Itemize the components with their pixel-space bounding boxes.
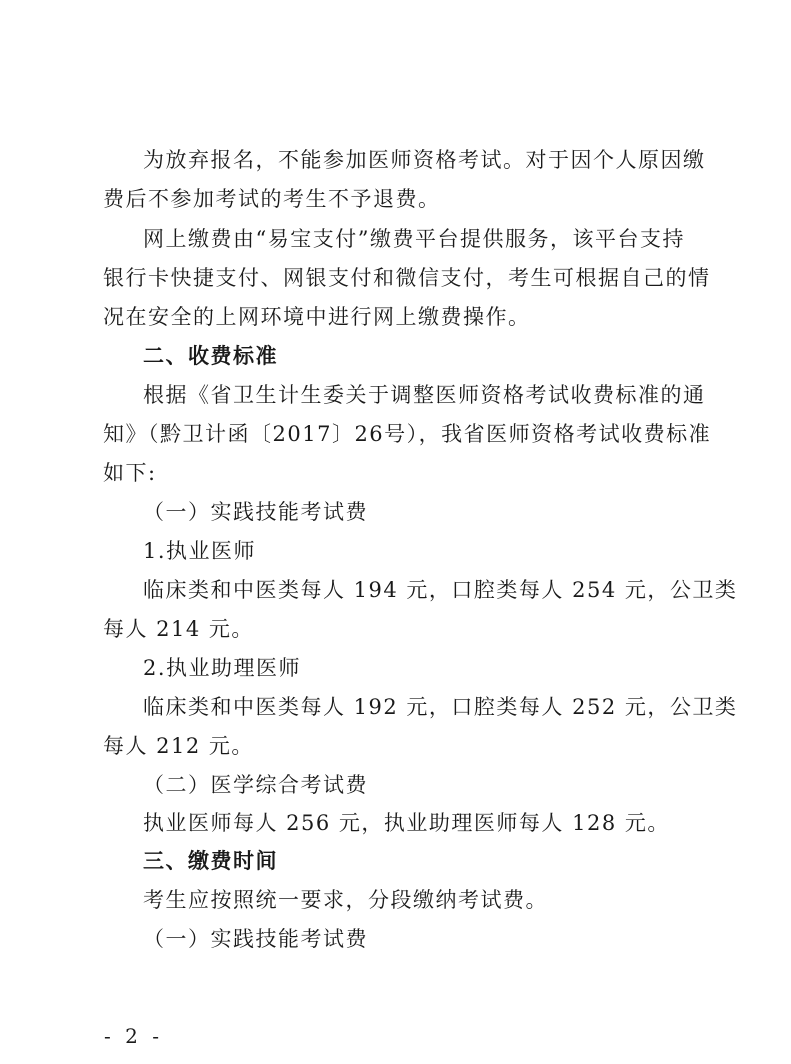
paragraph-line: 临床类和中医类每人 194 元，口腔类每人 254 元，公卫类 bbox=[143, 578, 738, 602]
subsection-heading: （一）实践技能考试费 bbox=[143, 500, 368, 524]
paragraph-line: 每人 214 元。 bbox=[103, 617, 254, 641]
paragraph-line: 临床类和中医类每人 192 元，口腔类每人 252 元，公卫类 bbox=[143, 695, 738, 719]
page-number: - 2 - bbox=[104, 1024, 163, 1048]
section-heading: 二、收费标准 bbox=[143, 344, 278, 368]
paragraph-line: 考生应按照统一要求，分段缴纳考试费。 bbox=[143, 888, 548, 912]
paragraph-line: 银行卡快捷支付、网银支付和微信支付，考生可根据自己的情 bbox=[103, 266, 711, 290]
paragraph-line: 况在安全的上网环境中进行网上缴费操作。 bbox=[103, 305, 531, 329]
paragraph-line: 执业医师每人 256 元，执业助理医师每人 128 元。 bbox=[143, 811, 670, 835]
subsection-heading: （二）医学综合考试费 bbox=[143, 773, 368, 797]
paragraph-line: 2.执业助理医师 bbox=[143, 656, 302, 680]
paragraph-line: 1.执业医师 bbox=[143, 539, 257, 563]
section-heading: 三、缴费时间 bbox=[143, 849, 278, 873]
paragraph-line: 根据《省卫生计生委关于调整医师资格考试收费标准的通 bbox=[143, 383, 706, 407]
paragraph-line: 知》（黔卫计函〔2017〕26号），我省医师资格考试收费标准 bbox=[103, 422, 712, 446]
paragraph-line: 每人 212 元。 bbox=[103, 734, 254, 758]
paragraph-line: 网上缴费由“易宝支付”缴费平台提供服务，该平台支持 bbox=[143, 227, 685, 251]
paragraph-line: 如下: bbox=[103, 461, 157, 485]
paragraph-line: 为放弃报名，不能参加医师资格考试。对于因个人原因缴 bbox=[143, 148, 706, 172]
paragraph-line: 费后不参加考试的考生不予退费。 bbox=[103, 187, 441, 211]
subsection-heading: （一）实践技能考试费 bbox=[143, 927, 368, 951]
